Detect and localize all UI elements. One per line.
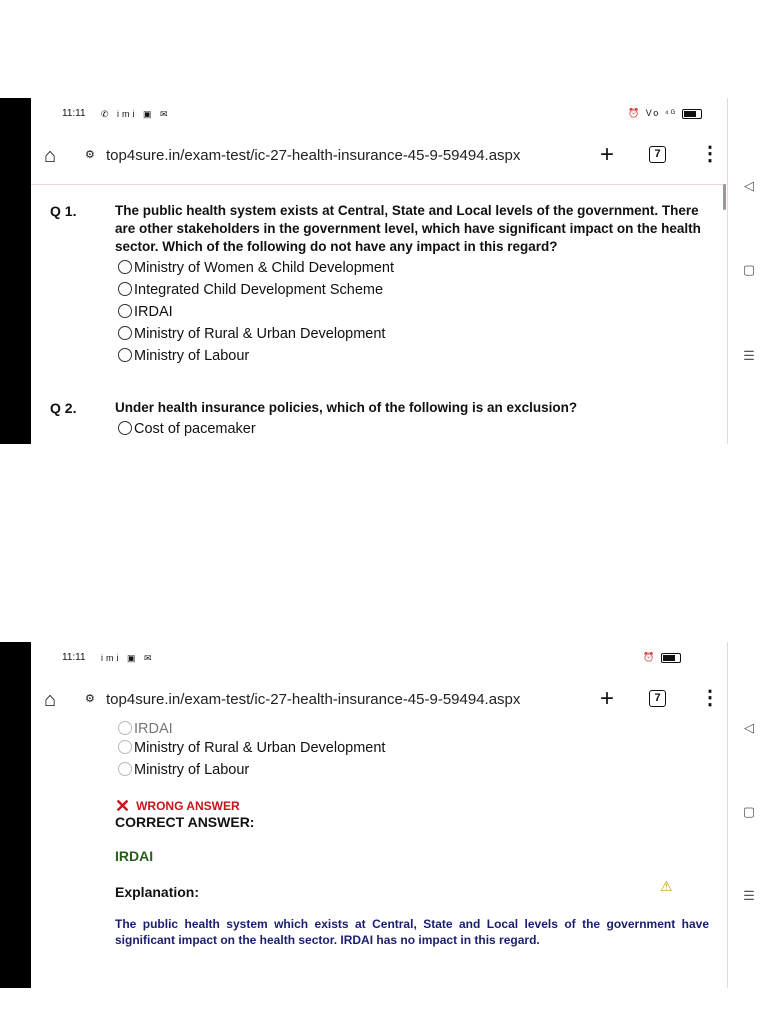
radio-button[interactable] [118, 326, 132, 340]
status-notification-icons: ✆ imi ▣ ✉ [101, 109, 171, 119]
nav-back-icon[interactable]: ◁ [744, 178, 754, 193]
radio-button[interactable] [118, 762, 132, 776]
nav-recents-icon[interactable]: ☰ [743, 348, 755, 363]
radio-button[interactable] [118, 421, 132, 435]
tune-icon[interactable]: ⚙ [85, 149, 95, 161]
toolbar-divider [31, 184, 727, 185]
explanation-text: The public health system which exists at Central, State and Local levels of the government have significant impact on the health sector. IRDAI has no impact in this regard. [115, 917, 709, 947]
screenshot-top [0, 98, 768, 444]
tabs-icon[interactable]: 7 [649, 690, 666, 707]
plus-icon[interactable]: + [600, 685, 615, 712]
right-edge-line [727, 642, 728, 988]
status-system-icons [643, 652, 681, 663]
status-system-icons [628, 108, 702, 119]
option-label: Ministry of Labour [134, 762, 250, 778]
warning-icon[interactable]: ⚠ [660, 878, 673, 894]
option-label: Ministry of Labour [134, 348, 250, 364]
option-item[interactable] [118, 420, 256, 438]
plus-icon[interactable]: + [600, 141, 615, 168]
status-system-text: ⏰ Vo ⁴ᴳ [628, 108, 678, 118]
option-item[interactable] [118, 303, 173, 321]
status-time: 11:11 [62, 652, 86, 663]
address-bar[interactable] [76, 140, 586, 172]
option-label: Integrated Child Development Scheme [134, 282, 384, 298]
question-text: Under health insurance policies, which of the following is an exclusion? [115, 400, 578, 415]
option-label: Ministry of Rural & Urban Development [134, 326, 386, 342]
option-item[interactable] [118, 739, 385, 757]
correct-answer-label: CORRECT ANSWER: [115, 814, 255, 830]
option-label: IRDAI [134, 721, 173, 737]
question-text: The public health system exists at Central, State and Local levels of the government. There are other stakeholders in the government level, which have significant impact on the health sector. Which of the following do not have any impact in this regard? [115, 203, 701, 254]
home-icon[interactable]: ⌂ [44, 145, 57, 167]
scrollbar-thumb[interactable] [723, 184, 726, 210]
wrong-answer-label: WRONG ANSWER [136, 799, 240, 813]
option-label: Ministry of Rural & Urban Development [134, 740, 386, 756]
option-item[interactable] [118, 761, 249, 779]
url-text[interactable]: top4sure.in/exam-test/ic-27-health-insurance-45-9-59494.aspx [106, 691, 521, 708]
nav-home-icon[interactable]: ▢ [742, 262, 756, 277]
browser-toolbar [0, 140, 727, 172]
battery-icon [661, 653, 681, 663]
option-label: Ministry of Women & Child Development [134, 260, 395, 276]
battery-icon [682, 109, 702, 119]
option-item[interactable] [118, 347, 249, 365]
right-edge-line [727, 98, 728, 444]
question-number: Q 2. [50, 400, 77, 416]
option-item[interactable] [118, 325, 385, 343]
option-item[interactable] [118, 259, 394, 277]
home-icon[interactable]: ⌂ [44, 689, 57, 711]
option-label: IRDAI [134, 304, 173, 320]
option-label: Cost of pacemaker [134, 421, 256, 437]
menu-icon[interactable]: ⋮ [700, 143, 720, 165]
explanation-label: Explanation: [115, 884, 200, 900]
radio-button[interactable] [118, 740, 132, 754]
radio-button[interactable] [118, 260, 132, 274]
screenshot-bottom [0, 642, 768, 988]
radio-button[interactable] [118, 282, 132, 296]
nav-recents-icon[interactable]: ☰ [743, 888, 755, 903]
nav-home-icon[interactable]: ▢ [742, 804, 756, 819]
menu-icon[interactable]: ⋮ [700, 687, 720, 709]
status-time: 11:11 [62, 108, 86, 119]
browser-toolbar [0, 684, 727, 716]
url-text[interactable]: top4sure.in/exam-test/ic-27-health-insurance-45-9-59494.aspx [106, 147, 521, 164]
cross-icon: ✕ [115, 796, 131, 816]
correct-answer-value: IRDAI [115, 848, 154, 864]
tabs-icon[interactable]: 7 [649, 146, 666, 163]
option-item[interactable] [118, 281, 383, 299]
tune-icon[interactable]: ⚙ [85, 693, 95, 705]
address-bar[interactable] [76, 684, 586, 716]
radio-button [118, 721, 132, 735]
radio-button[interactable] [118, 304, 132, 318]
question-number: Q 1. [50, 203, 77, 219]
radio-button[interactable] [118, 348, 132, 362]
option-item-cut [118, 720, 173, 737]
nav-back-icon[interactable]: ◁ [744, 720, 754, 735]
alarm-icon: ⏰ [643, 652, 657, 662]
status-notification-icons: imi ▣ ✉ [101, 653, 155, 663]
